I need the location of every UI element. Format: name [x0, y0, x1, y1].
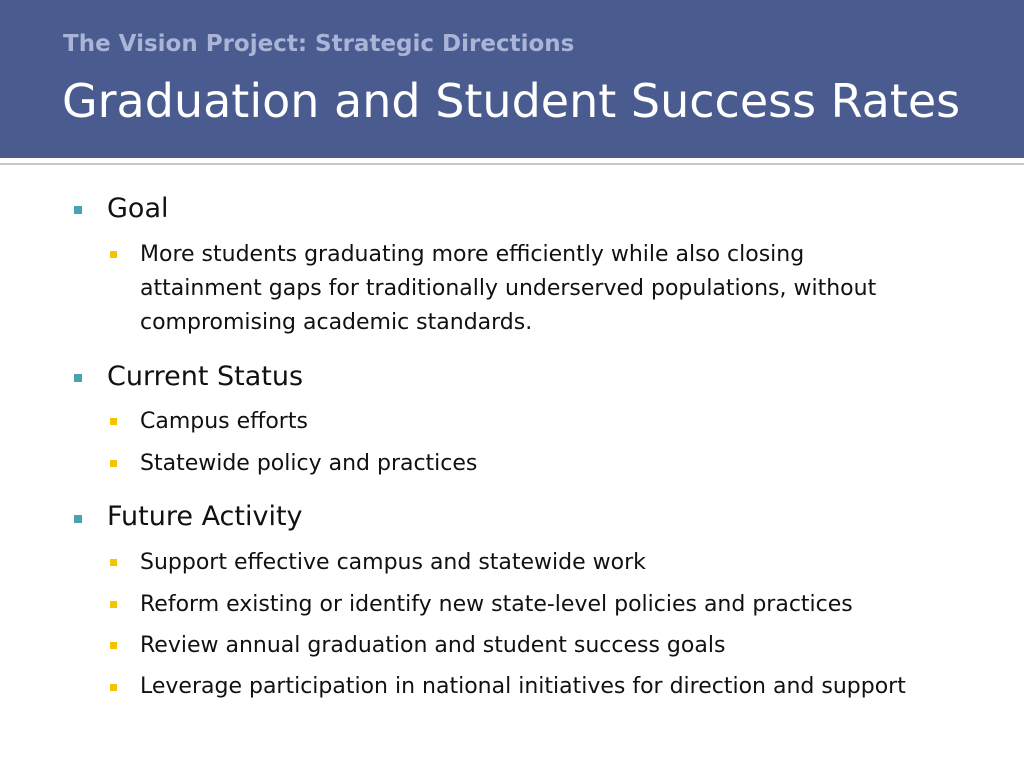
- level1-bullet-icon: [74, 515, 82, 523]
- level1-bullet-icon: [74, 374, 82, 382]
- level1-bullet-icon: [74, 206, 82, 214]
- level2-bullet-icon: [110, 642, 117, 649]
- level2-bullet-icon: [110, 460, 117, 467]
- current-status-item: Campus efforts: [140, 409, 308, 434]
- goal-text-line-2: attainment gaps for traditionally underserved populations, without: [140, 276, 877, 301]
- goal-text-line-3: compromising academic standards.: [140, 310, 533, 335]
- level2-bullet-icon: [110, 559, 117, 566]
- current-status-item: Statewide policy and practices: [140, 451, 478, 476]
- goal-text-line-1: More students graduating more efficiently while also closing: [140, 242, 805, 267]
- section-heading-current-status: Current Status: [107, 361, 304, 392]
- slide-title: Graduation and Student Success Rates: [62, 74, 961, 128]
- slide-subtitle: The Vision Project: Strategic Directions: [63, 31, 575, 57]
- future-activity-item: Leverage participation in national initiatives for direction and support: [140, 674, 906, 699]
- future-activity-item: Support effective campus and statewide work: [140, 550, 646, 575]
- level2-bullet-icon: [110, 418, 117, 425]
- future-activity-item: Reform existing or identify new state-level policies and practices: [140, 592, 853, 617]
- level2-bullet-icon: [110, 684, 117, 691]
- level2-bullet-icon: [110, 251, 117, 258]
- section-heading-future-activity: Future Activity: [107, 501, 303, 532]
- future-activity-item: Review annual graduation and student success goals: [140, 633, 726, 658]
- level2-bullet-icon: [110, 601, 117, 608]
- section-heading-goal: Goal: [107, 193, 169, 224]
